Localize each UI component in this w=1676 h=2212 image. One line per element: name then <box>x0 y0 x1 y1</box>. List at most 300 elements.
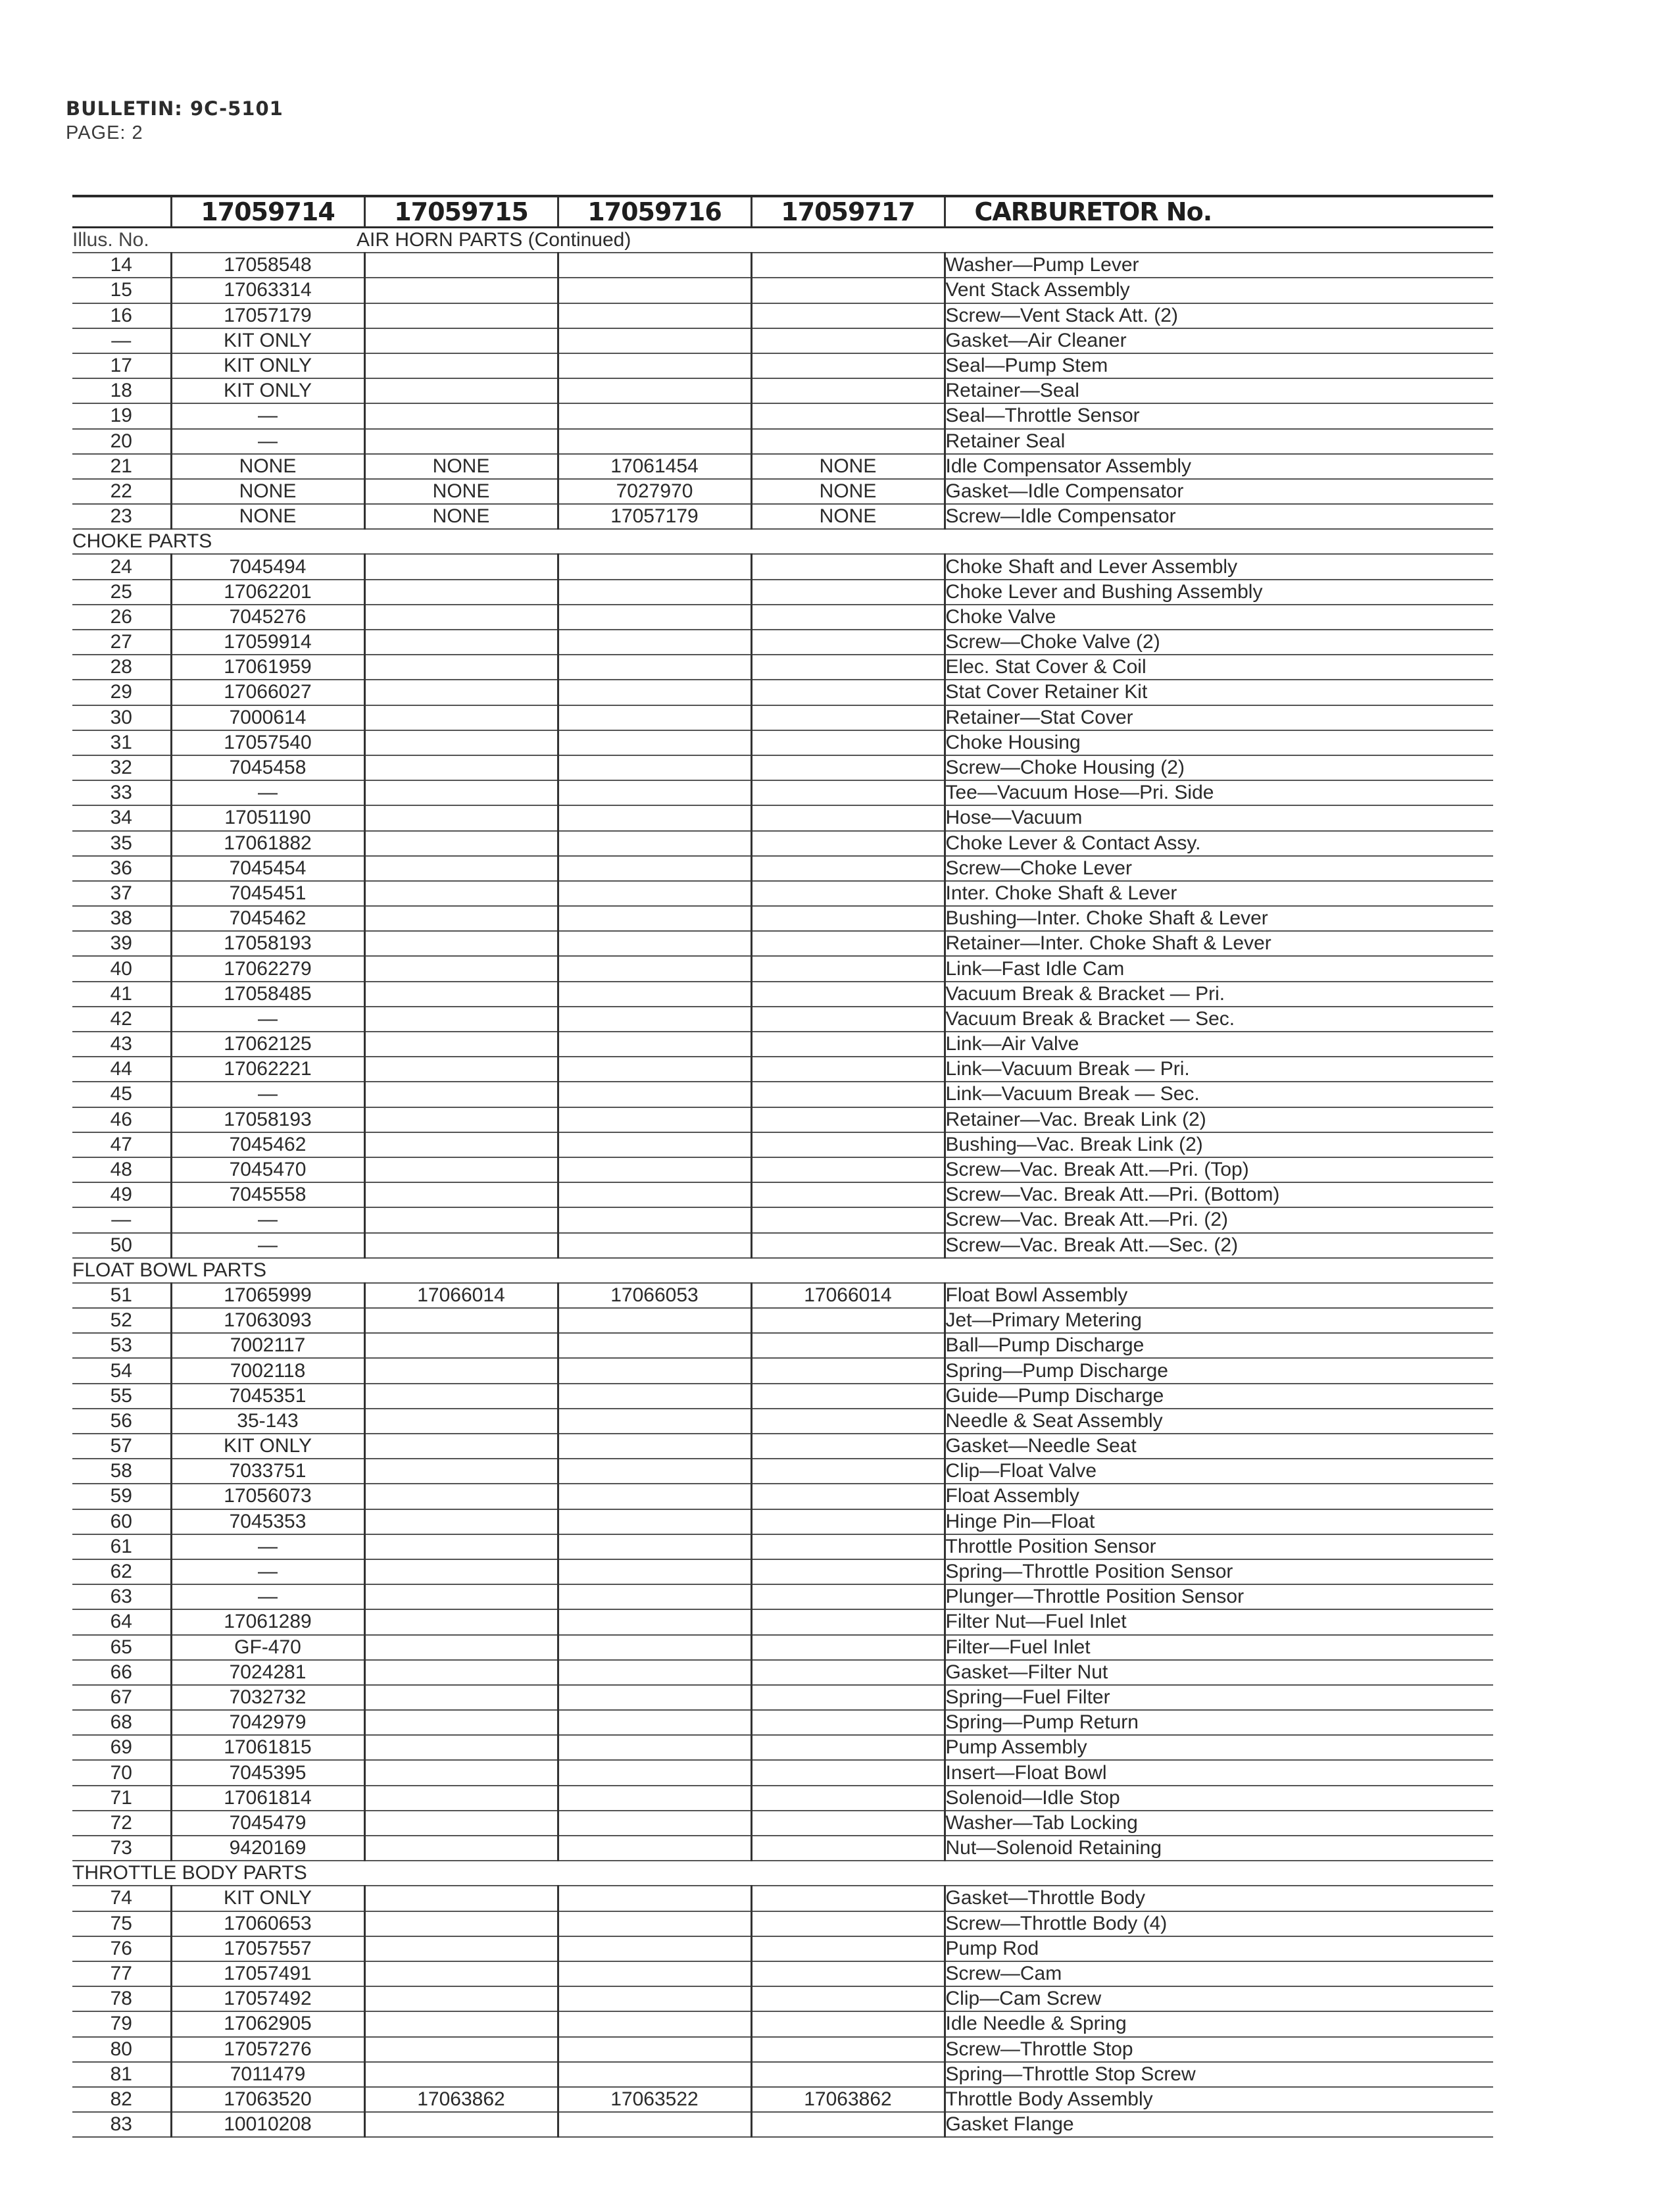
part-number-2 <box>364 1886 558 1911</box>
part-number-4 <box>751 1207 945 1232</box>
illus-number: 54 <box>72 1358 171 1383</box>
part-number-4 <box>751 1685 945 1710</box>
part-number-2 <box>364 1107 558 1132</box>
illus-number: 80 <box>72 2037 171 2062</box>
part-description: Stat Cover Retainer Kit <box>945 680 1493 705</box>
table-row <box>72 1207 1493 1232</box>
table-row <box>72 1786 1493 1811</box>
part-number-4 <box>751 856 945 881</box>
part-number-3 <box>558 403 751 428</box>
part-number-3: 17057179 <box>558 504 751 529</box>
part-number-4 <box>751 1660 945 1685</box>
table-row <box>72 2087 1493 2112</box>
part-number-3 <box>558 881 751 906</box>
part-description: Screw—Vac. Break Att.—Pri. (2) <box>945 1207 1493 1232</box>
illus-number: 78 <box>72 1986 171 2011</box>
illus-number: 56 <box>72 1409 171 1434</box>
table-row <box>72 856 1493 881</box>
page-number: PAGE: 2 <box>66 122 143 143</box>
part-number-1: NONE <box>171 479 364 504</box>
part-description: Choke Lever & Contact Assy. <box>945 831 1493 856</box>
part-number-1: 17061815 <box>171 1735 364 1760</box>
part-description: Throttle Position Sensor <box>945 1534 1493 1559</box>
illus-header-row <box>72 228 1493 253</box>
table-row <box>72 1710 1493 1735</box>
part-number-4 <box>751 1886 945 1911</box>
part-number-3 <box>558 278 751 303</box>
part-number-3 <box>558 1384 751 1409</box>
part-number-3 <box>558 755 751 780</box>
part-number-2 <box>364 881 558 906</box>
part-description: Screw—Vac. Break Att.—Pri. (Bottom) <box>945 1182 1493 1207</box>
part-number-4 <box>751 429 945 454</box>
part-number-2 <box>364 931 558 956</box>
part-number-2 <box>364 1635 558 1660</box>
part-number-3 <box>558 1459 751 1484</box>
illus-number: 25 <box>72 580 171 605</box>
part-number-4 <box>751 1459 945 1484</box>
carburetor-header-row <box>72 196 1493 228</box>
part-number-4 <box>751 1609 945 1634</box>
part-number-2 <box>364 2062 558 2087</box>
part-number-2 <box>364 1484 558 1509</box>
table-row <box>72 780 1493 805</box>
part-description: Idle Needle & Spring <box>945 2011 1493 2036</box>
illus-number: 64 <box>72 1609 171 1634</box>
part-number-2 <box>364 1082 558 1107</box>
part-number-2: NONE <box>364 504 558 529</box>
part-description: Seal—Pump Stem <box>945 353 1493 378</box>
section-header-row <box>72 1258 1493 1283</box>
table-row <box>72 1660 1493 1685</box>
part-number-3 <box>558 1182 751 1207</box>
part-number-3 <box>558 982 751 1007</box>
part-description: Gasket—Needle Seat <box>945 1434 1493 1459</box>
part-number-3 <box>558 1434 751 1459</box>
part-number-4 <box>751 328 945 353</box>
illus-number: 39 <box>72 931 171 956</box>
table-row <box>72 1157 1493 1182</box>
table-row <box>72 1459 1493 1484</box>
part-number-3 <box>558 554 751 579</box>
table-row <box>72 479 1493 504</box>
part-number-4: NONE <box>751 479 945 504</box>
part-number-1: 7045353 <box>171 1509 364 1534</box>
part-number-4 <box>751 1132 945 1157</box>
part-number-3 <box>558 705 751 730</box>
part-number-1: — <box>171 1007 364 1032</box>
table-row <box>72 1007 1493 1032</box>
part-number-3 <box>558 1132 751 1157</box>
table-row <box>72 1685 1493 1710</box>
table-row <box>72 630 1493 655</box>
part-number-1: — <box>171 1207 364 1232</box>
part-number-2 <box>364 403 558 428</box>
part-number-3: 17063522 <box>558 2087 751 2112</box>
illus-number: 57 <box>72 1434 171 1459</box>
part-number-3 <box>558 655 751 680</box>
part-description: Spring—Pump Return <box>945 1710 1493 1735</box>
part-description: Screw—Choke Lever <box>945 856 1493 881</box>
part-description: Tee—Vacuum Hose—Pri. Side <box>945 780 1493 805</box>
part-description: Clip—Cam Screw <box>945 1986 1493 2011</box>
part-description: Plunger—Throttle Position Sensor <box>945 1584 1493 1609</box>
part-number-3 <box>558 730 751 755</box>
part-number-3 <box>558 1157 751 1182</box>
part-number-4 <box>751 1484 945 1509</box>
part-description: Screw—Throttle Stop <box>945 2037 1493 2062</box>
part-number-4 <box>751 1961 945 1986</box>
part-number-1: — <box>171 403 364 428</box>
part-number-1: 17063520 <box>171 2087 364 2112</box>
illus-number: 49 <box>72 1182 171 1207</box>
part-description: Washer—Tab Locking <box>945 1811 1493 1836</box>
illus-number: 22 <box>72 479 171 504</box>
part-number-2 <box>364 1032 558 1057</box>
part-number-2 <box>364 303 558 328</box>
table-row <box>72 1283 1493 1308</box>
part-number-2 <box>364 1836 558 1861</box>
table-row <box>72 1182 1493 1207</box>
part-number-1: 17062201 <box>171 580 364 605</box>
illus-number: 40 <box>72 956 171 981</box>
part-number-2 <box>364 278 558 303</box>
part-number-4 <box>751 1007 945 1032</box>
part-number-1: 17057491 <box>171 1961 364 1986</box>
part-number-1: NONE <box>171 504 364 529</box>
part-number-1: 7045479 <box>171 1811 364 1836</box>
part-number-4 <box>751 1635 945 1660</box>
part-number-3 <box>558 1509 751 1534</box>
part-number-2 <box>364 554 558 579</box>
part-number-3 <box>558 1986 751 2011</box>
part-number-1: 17065999 <box>171 1283 364 1308</box>
illus-number: 18 <box>72 378 171 403</box>
part-number-1: — <box>171 1082 364 1107</box>
illus-number: 27 <box>72 630 171 655</box>
part-description: Guide—Pump Discharge <box>945 1384 1493 1409</box>
part-number-4 <box>751 1182 945 1207</box>
table-row <box>72 982 1493 1007</box>
part-number-2 <box>364 680 558 705</box>
part-number-3 <box>558 831 751 856</box>
part-number-3 <box>558 1032 751 1057</box>
part-number-1: — <box>171 1559 364 1584</box>
part-number-4 <box>751 353 945 378</box>
table-row <box>72 755 1493 780</box>
illus-number: 76 <box>72 1936 171 1961</box>
part-number-4 <box>751 580 945 605</box>
table-row <box>72 605 1493 630</box>
part-description: Screw—Idle Compensator <box>945 504 1493 529</box>
illus-number: 55 <box>72 1384 171 1409</box>
part-description: Float Assembly <box>945 1484 1493 1509</box>
part-number-4 <box>751 931 945 956</box>
part-number-1: 7045470 <box>171 1157 364 1182</box>
part-number-2 <box>364 328 558 353</box>
part-number-1: 17061882 <box>171 831 364 856</box>
part-number-1: 7011479 <box>171 2062 364 2087</box>
table-row <box>72 554 1493 579</box>
carburetor-number-3: 17059716 <box>558 196 751 228</box>
part-number-4 <box>751 1434 945 1459</box>
part-number-2 <box>364 1786 558 1811</box>
table-row <box>72 328 1493 353</box>
illus-number: 34 <box>72 805 171 830</box>
carburetor-label: CARBURETOR No. <box>945 196 1493 228</box>
illus-number: 19 <box>72 403 171 428</box>
part-number-3 <box>558 2037 751 2062</box>
table-row <box>72 1509 1493 1534</box>
part-description: Solenoid—Idle Stop <box>945 1786 1493 1811</box>
part-number-4 <box>751 755 945 780</box>
part-description: Bushing—Vac. Break Link (2) <box>945 1132 1493 1157</box>
part-number-1: 7002117 <box>171 1333 364 1358</box>
part-description: Nut—Solenoid Retaining <box>945 1836 1493 1861</box>
part-number-3 <box>558 1207 751 1232</box>
part-number-3 <box>558 856 751 881</box>
illus-number: 47 <box>72 1132 171 1157</box>
illus-number: 70 <box>72 1760 171 1785</box>
illus-number: 31 <box>72 730 171 755</box>
part-number-2 <box>364 1811 558 1836</box>
illus-number: 81 <box>72 2062 171 2087</box>
illus-number: 17 <box>72 353 171 378</box>
table-row <box>72 956 1493 981</box>
part-number-1: 17057276 <box>171 2037 364 2062</box>
part-number-1: — <box>171 1233 364 1258</box>
part-number-2 <box>364 1584 558 1609</box>
part-number-1: 7045395 <box>171 1760 364 1785</box>
table-row <box>72 1609 1493 1634</box>
table-row <box>72 730 1493 755</box>
part-number-2 <box>364 1685 558 1710</box>
part-number-1: 17057179 <box>171 303 364 328</box>
part-number-2 <box>364 378 558 403</box>
part-number-1: 7045276 <box>171 605 364 630</box>
part-number-3 <box>558 1836 751 1861</box>
table-row <box>72 1836 1493 1861</box>
part-number-3 <box>558 1484 751 1509</box>
part-description: Screw—Vac. Break Att.—Pri. (Top) <box>945 1157 1493 1182</box>
part-number-2 <box>364 1358 558 1383</box>
part-number-3: 17066053 <box>558 1283 751 1308</box>
table-row <box>72 2011 1493 2036</box>
illus-number: 23 <box>72 504 171 529</box>
part-number-2 <box>364 831 558 856</box>
table-row <box>72 1961 1493 1986</box>
illus-number: 50 <box>72 1233 171 1258</box>
part-description: Vent Stack Assembly <box>945 278 1493 303</box>
part-number-1: KIT ONLY <box>171 1434 364 1459</box>
section-header-row <box>72 1861 1493 1886</box>
part-number-3 <box>558 328 751 353</box>
part-number-2 <box>364 429 558 454</box>
part-number-3 <box>558 630 751 655</box>
part-number-4 <box>751 1534 945 1559</box>
part-number-3 <box>558 1409 751 1434</box>
part-number-3 <box>558 303 751 328</box>
part-description: Link—Vacuum Break — Pri. <box>945 1057 1493 1082</box>
part-number-2 <box>364 2037 558 2062</box>
part-number-2 <box>364 906 558 931</box>
part-description: Choke Lever and Bushing Assembly <box>945 580 1493 605</box>
part-number-4 <box>751 705 945 730</box>
part-number-2: 17066014 <box>364 1283 558 1308</box>
part-number-1: — <box>171 1584 364 1609</box>
part-number-1: 17059914 <box>171 630 364 655</box>
part-number-3 <box>558 2011 751 2036</box>
part-number-4 <box>751 303 945 328</box>
illus-number: 65 <box>72 1635 171 1660</box>
part-number-2 <box>364 605 558 630</box>
part-number-1: 35-143 <box>171 1409 364 1434</box>
part-description: Filter Nut—Fuel Inlet <box>945 1609 1493 1634</box>
part-number-3 <box>558 906 751 931</box>
table-row <box>72 253 1493 278</box>
part-description: Spring—Pump Discharge <box>945 1358 1493 1383</box>
part-number-4 <box>751 1911 945 1936</box>
part-description: Gasket—Air Cleaner <box>945 328 1493 353</box>
part-number-2 <box>364 1132 558 1157</box>
part-number-3 <box>558 1107 751 1132</box>
part-number-4: 17063862 <box>751 2087 945 2112</box>
part-description: Clip—Float Valve <box>945 1459 1493 1484</box>
part-number-1: — <box>171 429 364 454</box>
part-number-4 <box>751 2062 945 2087</box>
part-description: Jet—Primary Metering <box>945 1308 1493 1333</box>
part-number-4 <box>751 831 945 856</box>
part-number-2 <box>364 780 558 805</box>
part-number-2 <box>364 1207 558 1232</box>
part-number-1: 17062279 <box>171 956 364 981</box>
part-number-4 <box>751 655 945 680</box>
illus-number: — <box>72 1207 171 1232</box>
part-description: Gasket—Idle Compensator <box>945 479 1493 504</box>
part-number-4 <box>751 1986 945 2011</box>
part-description: Pump Assembly <box>945 1735 1493 1760</box>
part-number-2 <box>364 730 558 755</box>
part-number-4 <box>751 1032 945 1057</box>
table-row <box>72 580 1493 605</box>
part-number-3 <box>558 2112 751 2137</box>
illus-number: 45 <box>72 1082 171 1107</box>
part-number-1: 17062221 <box>171 1057 364 1082</box>
illus-number: 51 <box>72 1283 171 1308</box>
illus-number: 66 <box>72 1660 171 1685</box>
part-number-2 <box>364 1459 558 1484</box>
part-number-1: 17057557 <box>171 1936 364 1961</box>
part-number-1: 17051190 <box>171 805 364 830</box>
part-description: Choke Valve <box>945 605 1493 630</box>
table-row <box>72 1032 1493 1057</box>
part-number-1: 17058485 <box>171 982 364 1007</box>
part-number-2 <box>364 253 558 278</box>
part-description: Ball—Pump Discharge <box>945 1333 1493 1358</box>
illus-number: 67 <box>72 1685 171 1710</box>
part-number-4 <box>751 253 945 278</box>
part-number-1: 7045351 <box>171 1384 364 1409</box>
illus-number: 46 <box>72 1107 171 1132</box>
part-number-2 <box>364 1434 558 1459</box>
part-number-3 <box>558 956 751 981</box>
part-number-3 <box>558 1660 751 1685</box>
part-number-1: KIT ONLY <box>171 353 364 378</box>
part-number-1: 17057540 <box>171 730 364 755</box>
part-number-4 <box>751 1157 945 1182</box>
table-row <box>72 454 1493 479</box>
part-description: Washer—Pump Lever <box>945 253 1493 278</box>
part-number-2 <box>364 655 558 680</box>
part-number-3 <box>558 1685 751 1710</box>
table-row <box>72 1233 1493 1258</box>
part-number-1: 7002118 <box>171 1358 364 1383</box>
part-number-2 <box>364 705 558 730</box>
part-number-4 <box>751 1559 945 1584</box>
section-title: THROTTLE BODY PARTS <box>72 1861 1493 1886</box>
illus-number: 35 <box>72 831 171 856</box>
header-corner-cell <box>72 196 171 228</box>
section-title: AIR HORN PARTS (Continued) <box>171 228 1493 253</box>
part-number-1: 17066027 <box>171 680 364 705</box>
illus-number: 36 <box>72 856 171 881</box>
part-number-3: 17061454 <box>558 454 751 479</box>
part-number-1: 17056073 <box>171 1484 364 1509</box>
part-number-3: 7027970 <box>558 479 751 504</box>
part-description: Bushing—Inter. Choke Shaft & Lever <box>945 906 1493 931</box>
part-number-1: 7032732 <box>171 1685 364 1710</box>
table-row <box>72 1333 1493 1358</box>
part-description: Throttle Body Assembly <box>945 2087 1493 2112</box>
table-row <box>72 931 1493 956</box>
part-number-3 <box>558 1057 751 1082</box>
part-number-2 <box>364 2112 558 2137</box>
table-row <box>72 1735 1493 1760</box>
part-number-1: 17062905 <box>171 2011 364 2036</box>
illus-number: 75 <box>72 1911 171 1936</box>
part-number-3 <box>558 353 751 378</box>
part-number-2 <box>364 1986 558 2011</box>
part-number-1: 17061959 <box>171 655 364 680</box>
part-number-3 <box>558 1233 751 1258</box>
part-number-4 <box>751 1786 945 1811</box>
parts-table <box>72 195 1493 2138</box>
part-number-4 <box>751 403 945 428</box>
part-description: Screw—Cam <box>945 1961 1493 1986</box>
table-row <box>72 1534 1493 1559</box>
illus-number: 37 <box>72 881 171 906</box>
part-description: Vacuum Break & Bracket — Sec. <box>945 1007 1493 1032</box>
part-number-1: 17063314 <box>171 278 364 303</box>
part-description: Screw—Vent Stack Att. (2) <box>945 303 1493 328</box>
part-number-1: 7042979 <box>171 1710 364 1735</box>
table-row <box>72 1886 1493 1911</box>
part-description: Link—Vacuum Break — Sec. <box>945 1082 1493 1107</box>
part-number-2 <box>364 1333 558 1358</box>
part-number-3 <box>558 1936 751 1961</box>
part-number-4 <box>751 1308 945 1333</box>
illus-number: — <box>72 328 171 353</box>
illus-number: 48 <box>72 1157 171 1182</box>
illus-number: 33 <box>72 780 171 805</box>
part-number-3 <box>558 1635 751 1660</box>
illus-number: 52 <box>72 1308 171 1333</box>
part-number-3 <box>558 1333 751 1358</box>
part-number-2 <box>364 1609 558 1634</box>
part-number-2 <box>364 630 558 655</box>
part-number-4 <box>751 1735 945 1760</box>
part-number-1: 9420169 <box>171 1836 364 1861</box>
